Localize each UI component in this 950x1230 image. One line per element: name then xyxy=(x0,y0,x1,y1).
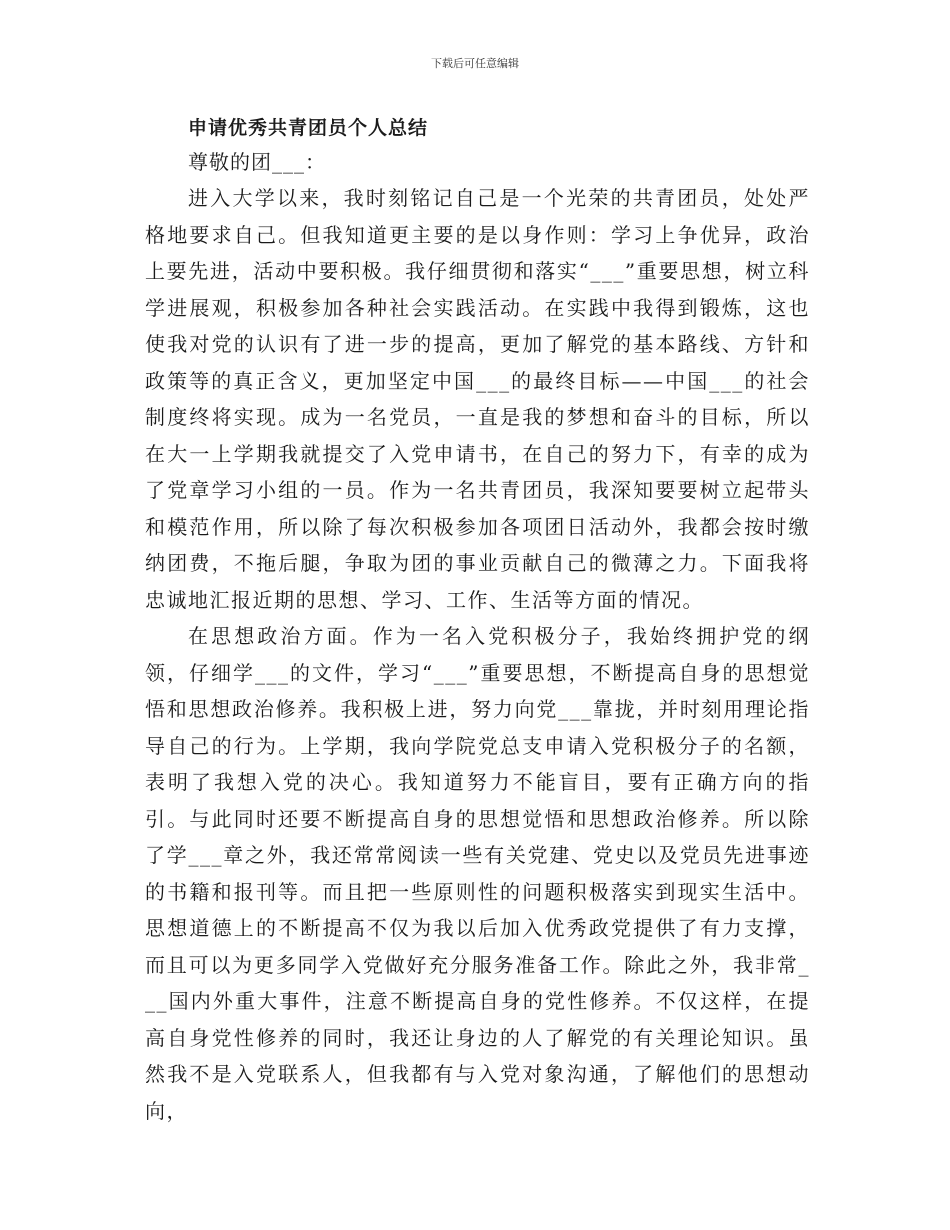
header-note: 下载后可任意编辑 xyxy=(431,57,519,70)
document-body xyxy=(145,112,810,1129)
paragraph-intro: 进入大学以来，我时刻铭记自己是一个光荣的共青团员，处处严格地要求自己。但我知道更主要的是以身作则：学习上争优异，政治上要先进，活动中要积极。我仔细贯彻和落实“___”重要思想，树立科学进展观，积极参加各种社会实践活动。在实践中我得到锻炼，这也使我对党的认识有了进一步的提高，更加了解党的基本路线、方针和政策等的真正含义，更加坚定中国___的最终目标——中国___的社会制度终将实现。成为一名党员，一直是我的梦想和奋斗的目标，所以在大一上学期我就提交了入党申请书，在自己的努力下，有幸的成为了党章学习小组的一员。作为一名共青团员，我深知要要树立起带头和模范作用，所以除了每次积极参加各项团日活动外，我都会按时缴纳团费，不拖后腿，争取为团的事业贡献自己的微薄之力。下面我将忠诚地汇报近期的思想、学习、工作、生活等方面的情况。 xyxy=(145,186,810,612)
salutation: 尊敬的团___： xyxy=(188,150,326,174)
paragraph-ideology: 在思想政治方面。作为一名入党积极分子，我始终拥护党的纲领，仔细学___的文件，学习“___”重要思想，不断提高自身的思想觉悟和思想政治修养。我积极上进，努力向党___靠拢，并时刻用理论指导自己的行为。上学期，我向学院党总支申请入党积极分子的名额，表明了我想入党的决心。我知道努力不能盲目，要有正确方向的指引。与此同时还要不断提高自身的思想觉悟和思想政治修养。所以除了学___章之外，我还常常阅读一些有关党建、党史以及党员先进事迹的书籍和报刊等。而且把一些原则性的问题积极落实到现实生活中。思想道德上的不断提高不仅为我以后加入优秀政党提供了有力支撑，而且可以为更多同学入党做好充分服务准备工作。除此之外，我非常___国内外重大事件，注意不断提高自身的党性修养。不仅这样，在提高自身党性修养的同时，我还让身边的人了解党的有关理论知识。虽然我不是入党联系人，但我都有与入党对象沟通，了解他们的思想动向， xyxy=(145,624,810,1123)
document-title: 申请优秀共青团员个人总结 xyxy=(188,117,429,139)
